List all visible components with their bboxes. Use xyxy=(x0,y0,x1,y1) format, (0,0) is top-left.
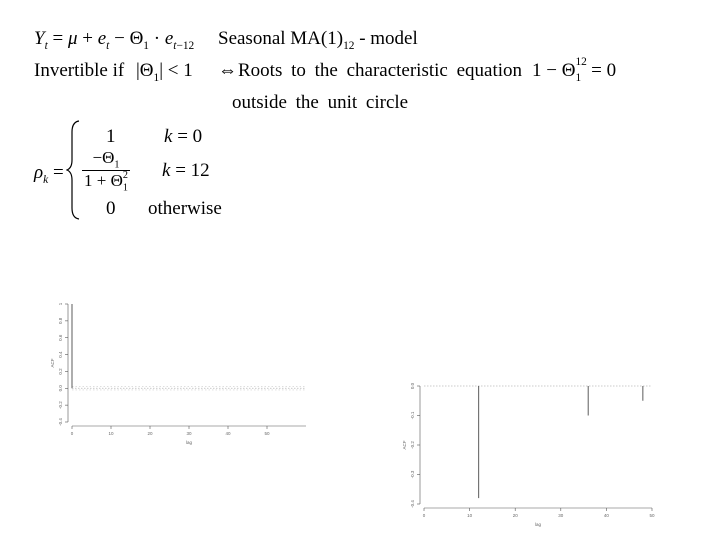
y-tick-label: 0.4 xyxy=(58,351,63,358)
invertible-label: Invertible if xyxy=(34,60,125,81)
acf-chart-2 xyxy=(394,380,660,536)
invertible-condition: $|\Theta_1| < 1$ xyxy=(136,60,193,84)
x-tick-label: 40 xyxy=(225,431,231,436)
y-axis-label: ACF xyxy=(402,440,407,450)
x-tick-label: 0 xyxy=(70,431,74,436)
model-title-prefix: Seasonal MA(1) xyxy=(218,28,344,49)
x-tick-label: 20 xyxy=(147,431,153,436)
y-tick-label: -0.3 xyxy=(410,470,415,479)
y-axis-label: ACF xyxy=(50,358,55,368)
y-tick-label: 1 xyxy=(58,302,63,306)
roots-text: Roots to the characteristic equation xyxy=(238,60,523,81)
y-tick-label: -0.2 xyxy=(58,401,63,410)
x-tick-label: 30 xyxy=(558,513,564,518)
case-2-condition: k = 12 xyxy=(162,160,210,181)
x-axis-label: lag xyxy=(534,522,542,527)
x-tick-label: 40 xyxy=(603,513,609,518)
model-title xyxy=(218,28,418,52)
model-title-suffix: - model xyxy=(354,28,418,49)
piecewise-brace xyxy=(66,120,80,220)
case-1-value: 1 xyxy=(106,126,116,147)
equivalence-arrow: ⇔ xyxy=(218,60,237,81)
x-axis-label: lag xyxy=(185,440,193,445)
x-tick-label: 50 xyxy=(264,431,270,436)
y-tick-label: 0.6 xyxy=(58,334,63,341)
case-1-condition: k = 0 xyxy=(164,126,203,147)
y-tick-label: 0.8 xyxy=(58,317,63,324)
model-equation: $Y_t = \mu + e_t - \Theta_1 \cdot e_{t-12}$ xyxy=(34,28,195,52)
acf-chart-1 xyxy=(48,298,314,458)
x-tick-label: 20 xyxy=(512,513,518,518)
outside-unit-circle: outside the unit circle xyxy=(232,92,409,113)
y-tick-label: -0.1 xyxy=(410,411,415,420)
x-tick-label: 10 xyxy=(467,513,473,518)
case-3-condition: otherwise xyxy=(148,198,222,219)
x-tick-label: 30 xyxy=(186,431,192,436)
x-tick-label: 50 xyxy=(649,513,655,518)
x-tick-label: 0 xyxy=(422,513,426,518)
case-2-value: $-\Theta_1$ 1 + Θ $^2$ $_1$ xyxy=(84,148,128,194)
rho-lhs: $\rho_k$ = xyxy=(34,162,64,186)
model-title-sub: 12 xyxy=(343,39,355,52)
char-equation: 1 − Θ $_{12 1}$ = 0 xyxy=(532,55,617,84)
y-tick-label: -0.2 xyxy=(410,441,415,449)
y-tick-label: 0.2 xyxy=(58,368,63,375)
case-3-value: 0 xyxy=(106,198,116,219)
y-tick-label: 0.0 xyxy=(58,385,63,392)
y-tick-label: -0.4 xyxy=(58,418,63,426)
y-tick-label: -0.4 xyxy=(410,500,415,508)
x-tick-label: 10 xyxy=(108,431,114,436)
y-tick-label: 0.0 xyxy=(410,382,415,390)
